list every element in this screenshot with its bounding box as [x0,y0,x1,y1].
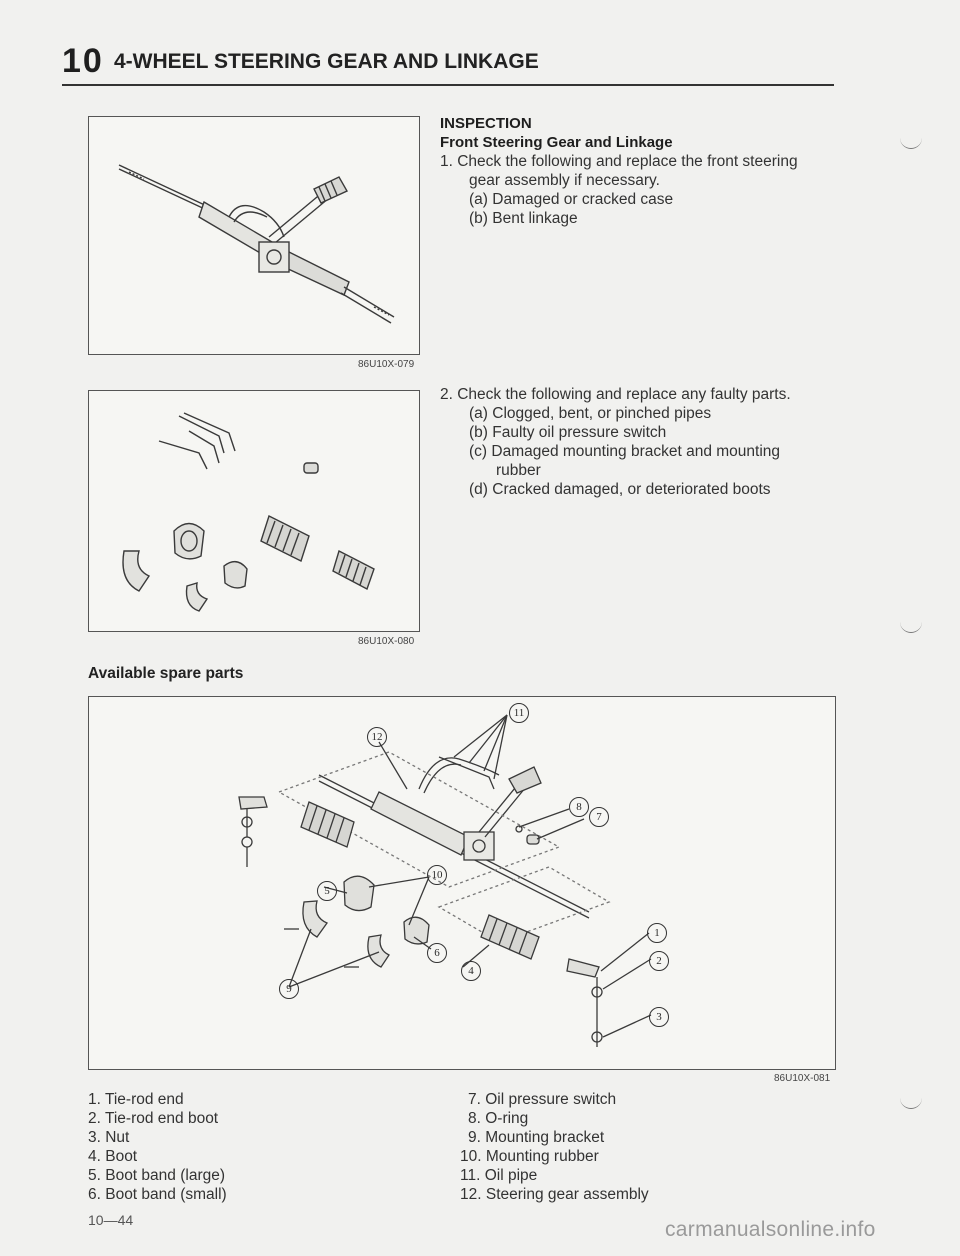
legend-item-11: 11. Oil pipe [460,1167,538,1184]
callout-1: 1 [647,923,667,943]
spare-parts-caption: Available spare parts [88,665,244,682]
step-1-text: 1. Check the following and replace the front steering [440,153,798,170]
step-2-item-c-cont: rubber [496,462,541,479]
callout-7: 7 [589,807,609,827]
callout-11: 11 [509,703,529,723]
legend-item-4: 4. Boot [88,1148,138,1165]
step-2-item-c: (c) Damaged mounting bracket and mounting [469,443,781,460]
callout-5: 5 [317,881,337,901]
exploded-view-illustration [89,697,835,1069]
legend-item-5: 5. Boot band (large) [88,1167,226,1184]
margin-mark [900,1098,922,1109]
legend-item-8: 8. O-ring [468,1110,529,1127]
figure-code: 86U10X-080 [358,636,415,647]
step-2-item-a: (a) Clogged, bent, or pinched pipes [469,405,712,422]
figure-code: 86U10X-079 [358,359,415,370]
callout-10: 10 [427,865,447,885]
legend-item-2: 2. Tie-rod end boot [88,1110,219,1127]
legend-item-7: 7. Oil pressure switch [468,1091,617,1108]
section-heading: INSPECTION [440,115,532,132]
callout-3: 3 [649,1007,669,1027]
step-2-item-d: (d) Cracked damaged, or deteriorated boots [469,481,771,498]
page-number: 10—44 [88,1212,134,1228]
legend-item-12: 12. Steering gear assembly [460,1186,649,1203]
watermark: carmanualsonline.info [665,1218,876,1241]
page-title: 4-WHEEL STEERING GEAR AND LINKAGE [114,50,539,73]
legend-item-1: 1. Tie-rod end [88,1091,184,1108]
chapter-number: 10 [62,42,104,80]
step-2-text: 2. Check the following and replace any faulty parts. [440,386,791,403]
figure-exploded-view [88,696,836,1070]
section-subheading: Front Steering Gear and Linkage [440,134,673,151]
callout-2: 2 [649,951,669,971]
callout-12: 12 [367,727,387,747]
figure-steering-gear [88,116,420,355]
legend-item-10: 10. Mounting rubber [460,1148,599,1165]
callout-4: 4 [461,961,481,981]
legend-item-6: 6. Boot band (small) [88,1186,227,1203]
header-divider [62,84,834,86]
parts-illustration [89,391,419,631]
legend-item-3: 3. Nut [88,1129,130,1146]
margin-mark [900,622,922,633]
step-1-item-a: (a) Damaged or cracked case [469,191,674,208]
step-1-item-b: (b) Bent linkage [469,210,578,227]
margin-mark [900,138,922,149]
steering-gear-illustration [89,117,419,354]
step-1-text-cont: gear assembly if necessary. [469,172,660,189]
callout-6: 6 [427,943,447,963]
step-2-item-b: (b) Faulty oil pressure switch [469,424,667,441]
figure-code: 86U10X-081 [774,1073,831,1084]
callout-9: 9 [279,979,299,999]
legend-item-9: 9. Mounting bracket [468,1129,605,1146]
figure-parts-overview [88,390,420,632]
callout-8: 8 [569,797,589,817]
